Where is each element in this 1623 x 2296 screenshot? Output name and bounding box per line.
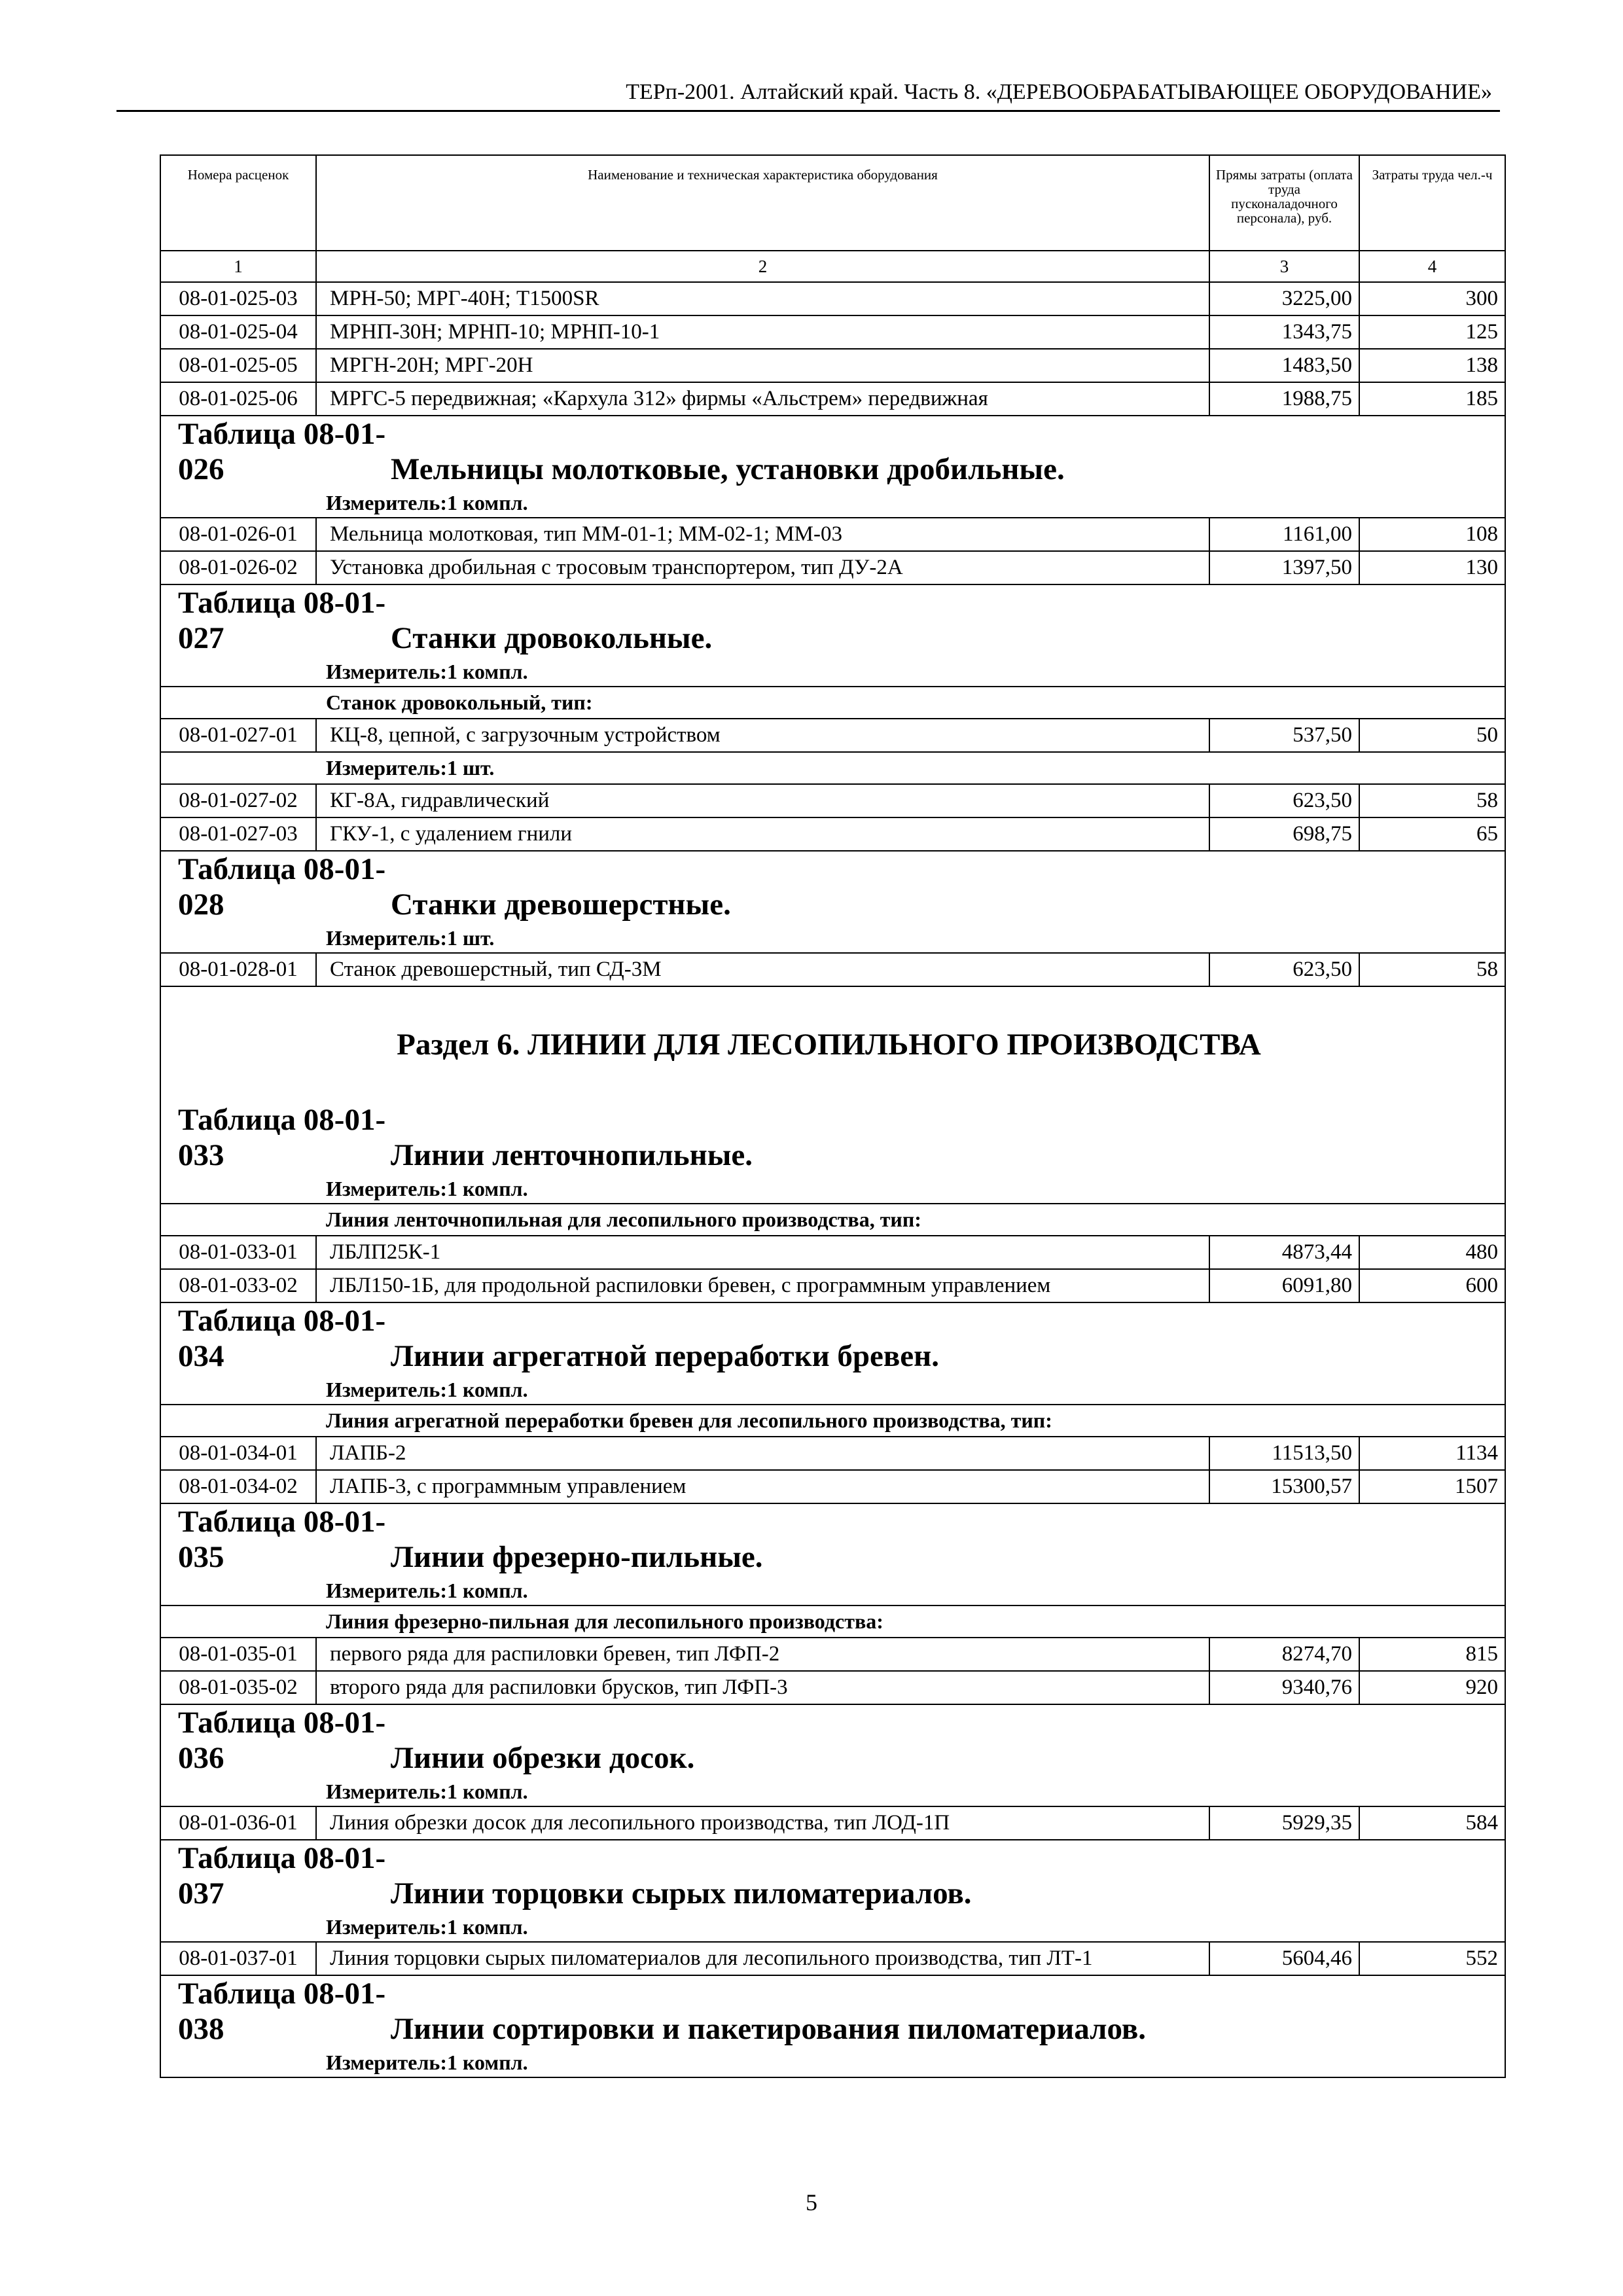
table-number: Таблица 08-01-028 <box>178 852 386 922</box>
table-number: Таблица 08-01-035 <box>178 1505 386 1574</box>
subheading: Линия фрезерно-пильная для лесопильного производства: <box>160 1605 1505 1638</box>
table-name: Линии фрезерно-пильные. <box>391 1540 763 1574</box>
rate-cost: 623,50 <box>1209 953 1359 986</box>
rate-labor: 1507 <box>1359 1470 1505 1503</box>
subheading-row <box>160 1405 1505 1437</box>
rate-cost: 698,75 <box>1209 817 1359 851</box>
measure-row <box>160 752 1505 784</box>
measure-unit: Измеритель:1 компл. <box>160 1378 1505 1405</box>
rate-code: 08-01-027-02 <box>160 784 316 817</box>
rate-cost: 8274,70 <box>1209 1638 1359 1671</box>
rate-code: 08-01-035-01 <box>160 1638 316 1671</box>
measure-unit: Измеритель:1 компл. <box>160 1579 1505 1605</box>
rate-cost: 1161,00 <box>1209 518 1359 551</box>
rate-labor: 58 <box>1359 953 1505 986</box>
col-number: 1 <box>160 251 316 282</box>
rate-description: МРГС-5 передвижная; «Кархула 312» фирмы «Альстрем» передвижная <box>316 382 1209 416</box>
rate-labor: 300 <box>1359 282 1505 315</box>
rate-labor: 815 <box>1359 1638 1505 1671</box>
table-title-037 <box>160 1840 1505 1915</box>
measure-unit: Измеритель:1 компл. <box>160 491 1505 518</box>
measure-unit: Измеритель:1 компл. <box>160 660 1505 687</box>
table-name: Линии обрезки досок. <box>391 1741 695 1775</box>
table-row <box>160 1437 1505 1470</box>
rate-code: 08-01-035-02 <box>160 1671 316 1704</box>
rate-code: 08-01-026-01 <box>160 518 316 551</box>
col-header-direct-costs: Прямы затраты (оплата труда пусконаладочного персонала), руб. <box>1209 155 1359 251</box>
rate-code: 08-01-037-01 <box>160 1942 316 1975</box>
rate-cost: 15300,57 <box>1209 1470 1359 1503</box>
table-name: Линии агрегатной переработки бревен. <box>391 1339 939 1373</box>
rates-table <box>160 154 1506 2078</box>
rate-description: КГ-8А, гидравлический <box>316 784 1209 817</box>
rate-code: 08-01-034-01 <box>160 1437 316 1470</box>
col-header-labor: Затраты труда чел.-ч <box>1359 155 1505 251</box>
measure-row <box>160 1780 1505 1806</box>
page-header <box>116 73 1500 112</box>
col-number: 3 <box>1209 251 1359 282</box>
section-heading-row <box>160 986 1505 1102</box>
table-number: Таблица 08-01-033 <box>178 1103 386 1172</box>
table-number: Таблица 08-01-037 <box>178 1841 386 1910</box>
table-row <box>160 784 1505 817</box>
subheading: Станок дровокольный, тип: <box>160 687 1505 719</box>
col-header-code: Номера расценок <box>160 155 316 251</box>
rate-cost: 1988,75 <box>1209 382 1359 416</box>
table-title-035 <box>160 1503 1505 1579</box>
rate-cost: 623,50 <box>1209 784 1359 817</box>
rate-description: Станок древошерстный, тип СД-3М <box>316 953 1209 986</box>
rate-description: ЛБЛП25К-1 <box>316 1236 1209 1269</box>
col-number: 4 <box>1359 251 1505 282</box>
subheading-row <box>160 687 1505 719</box>
rate-description: Установка дробильная с тросовым транспортером, тип ДУ-2А <box>316 551 1209 584</box>
rate-cost: 1483,50 <box>1209 349 1359 382</box>
rate-code: 08-01-026-02 <box>160 551 316 584</box>
table-title-027 <box>160 584 1505 660</box>
table-row <box>160 1236 1505 1269</box>
rate-description: КЦ-8, цепной, с загрузочным устройством <box>316 719 1209 752</box>
rate-description: Линия обрезки досок для лесопильного производства, тип ЛОД-1П <box>316 1806 1209 1840</box>
measure-unit: Измеритель:1 компл. <box>160 1780 1505 1806</box>
rate-description: первого ряда для распиловки бревен, тип ЛФП-2 <box>316 1638 1209 1671</box>
col-number: 2 <box>316 251 1209 282</box>
measure-row <box>160 491 1505 518</box>
measure-unit: Измеритель:1 компл. <box>160 2051 1505 2077</box>
measure-row <box>160 1915 1505 1942</box>
table-title-028 <box>160 851 1505 926</box>
table-row <box>160 1638 1505 1671</box>
rate-code: 08-01-028-01 <box>160 953 316 986</box>
rate-cost: 3225,00 <box>1209 282 1359 315</box>
rate-description: ЛАПБ-2 <box>316 1437 1209 1470</box>
rate-cost: 5929,35 <box>1209 1806 1359 1840</box>
rate-code: 08-01-025-03 <box>160 282 316 315</box>
subheading-row <box>160 1204 1505 1236</box>
table-name: Станки дровокольные. <box>391 621 713 655</box>
rate-labor: 584 <box>1359 1806 1505 1840</box>
table-number: Таблица 08-01-038 <box>178 1977 386 2046</box>
rate-description: МРНП-30Н; МРНП-10; МРНП-10-1 <box>316 315 1209 349</box>
measure-row <box>160 1378 1505 1405</box>
table-name: Линии ленточнопильные. <box>391 1138 753 1172</box>
table-row <box>160 1806 1505 1840</box>
rate-code: 08-01-025-06 <box>160 382 316 416</box>
table-name: Станки древошерстные. <box>391 888 731 922</box>
column-numbers-row <box>160 251 1505 282</box>
measure-row <box>160 1579 1505 1605</box>
table-name: Мельницы молотковые, установки дробильные. <box>391 452 1065 486</box>
subheading-row <box>160 1605 1505 1638</box>
measure-row <box>160 926 1505 953</box>
table-title-036 <box>160 1704 1505 1780</box>
rate-cost: 9340,76 <box>1209 1671 1359 1704</box>
subheading: Линия ленточнопильная для лесопильного производства, тип: <box>160 1204 1505 1236</box>
table-number: Таблица 08-01-027 <box>178 586 386 655</box>
table-row <box>160 953 1505 986</box>
table-row <box>160 518 1505 551</box>
rate-description: ЛАПБ-3, с программным управлением <box>316 1470 1209 1503</box>
table-name: Линии сортировки и пакетирования пиломатериалов. <box>391 2012 1146 2046</box>
rate-description: Мельница молотковая, тип ММ-01-1; ММ-02-1; ММ-03 <box>316 518 1209 551</box>
rate-code: 08-01-034-02 <box>160 1470 316 1503</box>
measure-unit: Измеритель:1 компл. <box>160 1915 1505 1942</box>
rate-labor: 58 <box>1359 784 1505 817</box>
rate-labor: 125 <box>1359 315 1505 349</box>
rate-labor: 130 <box>1359 551 1505 584</box>
table-row <box>160 1470 1505 1503</box>
col-header-description: Наименование и техническая характеристика оборудования <box>316 155 1209 251</box>
rate-code: 08-01-027-03 <box>160 817 316 851</box>
rate-labor: 108 <box>1359 518 1505 551</box>
rate-code: 08-01-033-01 <box>160 1236 316 1269</box>
rate-description: МРГН-20Н; МРГ-20Н <box>316 349 1209 382</box>
rate-cost: 6091,80 <box>1209 1269 1359 1302</box>
rate-code: 08-01-025-05 <box>160 349 316 382</box>
rate-description: Линия торцовки сырых пиломатериалов для лесопильного производства, тип ЛТ-1 <box>316 1942 1209 1975</box>
rate-cost: 11513,50 <box>1209 1437 1359 1470</box>
rate-cost: 1397,50 <box>1209 551 1359 584</box>
rate-code: 08-01-033-02 <box>160 1269 316 1302</box>
table-title-026 <box>160 416 1505 491</box>
measure-unit: Измеритель:1 компл. <box>160 1177 1505 1204</box>
table-title-038 <box>160 1975 1505 2051</box>
rate-description: второго ряда для распиловки брусков, тип ЛФП-3 <box>316 1671 1209 1704</box>
table-number: Таблица 08-01-026 <box>178 417 386 486</box>
measure-unit: Измеритель:1 шт. <box>160 926 1505 953</box>
rate-labor: 480 <box>1359 1236 1505 1269</box>
rate-labor: 920 <box>1359 1671 1505 1704</box>
table-title-034 <box>160 1302 1505 1378</box>
table-row <box>160 282 1505 315</box>
rate-cost: 5604,46 <box>1209 1942 1359 1975</box>
measure-unit: Измеритель:1 шт. <box>160 752 1505 784</box>
rate-description: ЛБЛ150-1Б, для продольной распиловки бревен, с программным управлением <box>316 1269 1209 1302</box>
rate-labor: 50 <box>1359 719 1505 752</box>
rate-labor: 65 <box>1359 817 1505 851</box>
table-row <box>160 551 1505 584</box>
rate-description: МРН-50; МРГ-40Н; Т1500SR <box>316 282 1209 315</box>
table-row <box>160 1671 1505 1704</box>
rate-description: ГКУ-1, с удалением гнили <box>316 817 1209 851</box>
rate-code: 08-01-027-01 <box>160 719 316 752</box>
rate-cost: 537,50 <box>1209 719 1359 752</box>
table-title-033 <box>160 1102 1505 1177</box>
table-row <box>160 349 1505 382</box>
table-row <box>160 1942 1505 1975</box>
rate-cost: 1343,75 <box>1209 315 1359 349</box>
rate-labor: 185 <box>1359 382 1505 416</box>
measure-row <box>160 2051 1505 2077</box>
rate-labor: 138 <box>1359 349 1505 382</box>
table-name: Линии торцовки сырых пиломатериалов. <box>391 1876 972 1910</box>
header-title: ТЕРп-2001. Алтайский край. Часть 8. «ДЕРЕВООБРАБАТЫВАЮЩЕЕ ОБОРУДОВАНИЕ» <box>626 80 1492 104</box>
table-row <box>160 817 1505 851</box>
rate-labor: 1134 <box>1359 1437 1505 1470</box>
rate-code: 08-01-036-01 <box>160 1806 316 1840</box>
page-number: 5 <box>806 2189 817 2215</box>
table-row <box>160 382 1505 416</box>
table-row <box>160 719 1505 752</box>
measure-row <box>160 1177 1505 1204</box>
rate-cost: 4873,44 <box>1209 1236 1359 1269</box>
table-number: Таблица 08-01-036 <box>178 1706 386 1775</box>
measure-row <box>160 660 1505 687</box>
section-title: Раздел 6. ЛИНИИ ДЛЯ ЛЕСОПИЛЬНОГО ПРОИЗВОДСТВА <box>397 1028 1261 1062</box>
table-number: Таблица 08-01-034 <box>178 1304 386 1373</box>
subheading: Линия агрегатной переработки бревен для лесопильного производства, тип: <box>160 1405 1505 1437</box>
rates-table-container <box>160 154 1505 2078</box>
table-header-row <box>160 155 1505 251</box>
table-row <box>160 1269 1505 1302</box>
rate-labor: 600 <box>1359 1269 1505 1302</box>
table-row <box>160 315 1505 349</box>
rate-labor: 552 <box>1359 1942 1505 1975</box>
rate-code: 08-01-025-04 <box>160 315 316 349</box>
